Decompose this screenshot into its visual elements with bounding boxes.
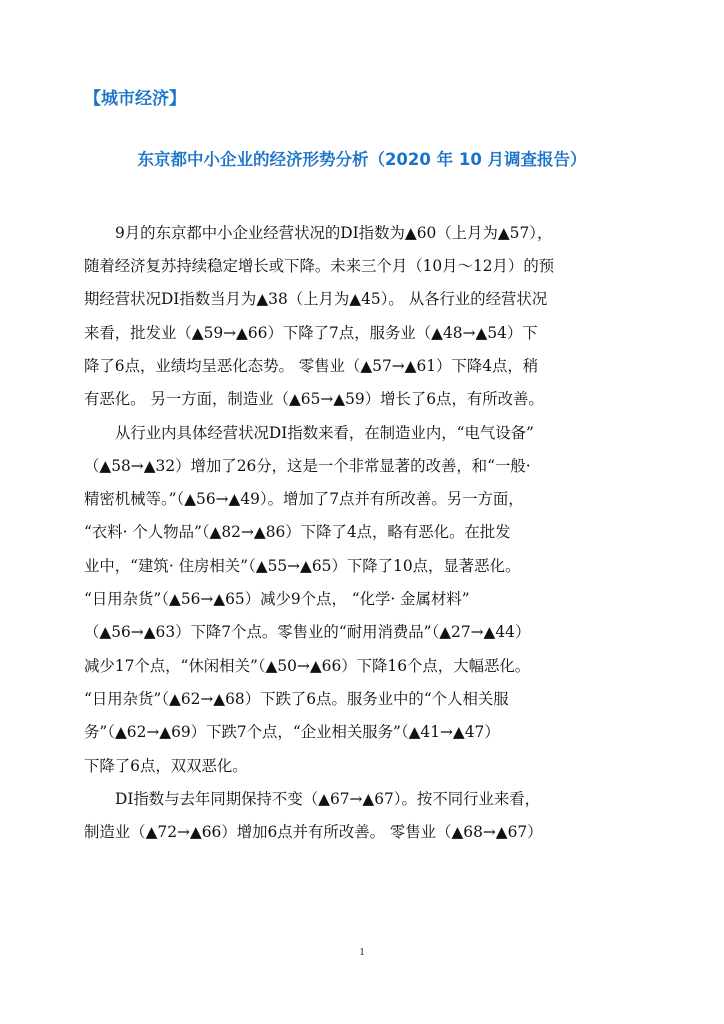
section-tag: 【城市经济】 <box>84 89 186 109</box>
page-number: 1 <box>359 946 365 958</box>
body-line: 业中，“建筑· 住房相关”（▲55→▲65）下降了10点，显著恶化。 <box>84 557 521 575</box>
body-line: 务”（▲62→▲69）下跌7个点，“企业相关服务”（▲41→▲47） <box>84 723 500 741</box>
body-line: “日用杂货”（▲62→▲68）下跌了6点。服务业中的“个人相关服 <box>84 690 509 708</box>
body-line: 有恶化。 另一方面，制造业（▲65→▲59）增长了6点，有所改善。 <box>84 390 544 408</box>
body-line: （▲56→▲63）下降7个点。零售业的“耐用消费品”（▲27→▲44） <box>84 623 531 641</box>
body-line: 制造业（▲72→▲66）增加6点并有所改善。 零售业（▲68→▲67） <box>84 823 543 841</box>
body-line: 从行业内具体经营状况DI指数来看，在制造业内，“电气设备” <box>115 424 534 442</box>
body-line: 减少17个点，“休闲相关”（▲50→▲66）下降16个点，大幅恶化。 <box>84 657 531 675</box>
body-line: （▲58→▲32）增加了26分，这是一个非常显著的改善，和“一般· <box>84 457 531 475</box>
body-line: 期经营状况DI指数当月为▲38（上月为▲45）。 从各行业的经营状况 <box>84 290 548 308</box>
body-line: DI指数与去年同期保持不变（▲67→▲67）。按不同行业来看， <box>115 790 541 808</box>
body-line: 来看，批发业（▲59→▲66）下降了7点，服务业（▲48→▲54）下 <box>84 324 538 342</box>
body-line: 随着经济复苏持续稳定增长或下降。未来三个月（10月～12月）的预 <box>84 257 555 275</box>
body-line: “衣料· 个人物品”（▲82→▲86）下降了4点，略有恶化。在批发 <box>84 523 511 541</box>
document-title: 东京都中小企业的经济形势分析（2020 年 10 月调查报告） <box>137 150 587 169</box>
body-line: “日用杂货”（▲56→▲65）减少9个点， “化学· 金属材料” <box>84 590 470 608</box>
body-line: 下降了6点，双双恶化。 <box>84 757 248 775</box>
body-line: 精密机械等。”（▲56→▲49）。增加了7点并有所改善。另一方面， <box>84 490 524 508</box>
body-line: 9月的东京都中小企业经营状况的DI指数为▲60（上月为▲57）， <box>115 224 553 242</box>
body-line: 降了6点，业绩均呈恶化态势。 零售业（▲57→▲61）下降4点，稍 <box>84 357 539 375</box>
